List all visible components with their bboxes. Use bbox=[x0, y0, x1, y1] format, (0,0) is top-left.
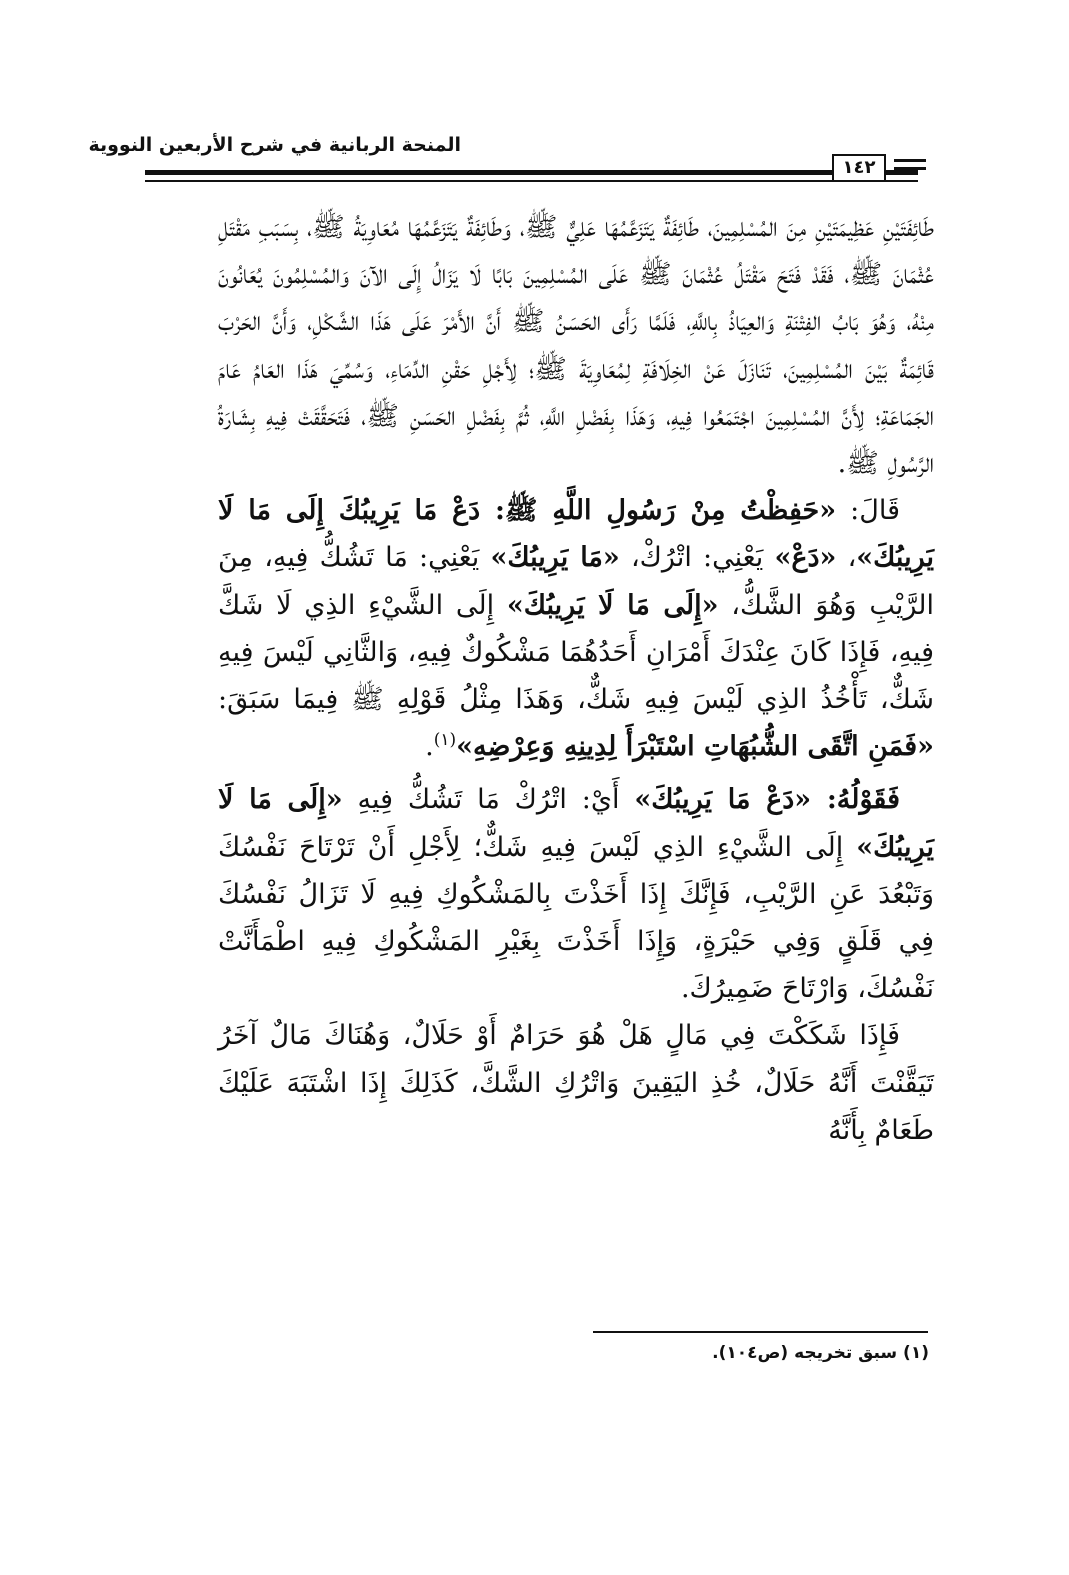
quoted-text: «فَمَنِ اتَّقَى الشُّبُهَاتِ اسْتَبْرَأَ لِدِينِهِ وَعِرْضِهِ» bbox=[456, 731, 934, 763]
text-run: . bbox=[425, 731, 434, 763]
footnote-separator bbox=[593, 1331, 928, 1333]
running-header-title: المنحة الربانية في شرح الأربعين النووية bbox=[88, 134, 461, 156]
text-run: إِلَى الشَّيْءِ الذِي لَا شَكَّ فِيهِ، فَإِذَا كَانَ عِنْدَكَ أَمْرَانِ أَحَدُهُمَا مَشْكُوكٌ فِيهِ، وَالثَّانِي لَيْسَ فِيهِ شَكٌّ، تَأْخُذُ الذِي لَيْسَ فِيهِ شَكٌّ، وَهَذَا مِثْلُ قَوْلِهِ ﷺ فِيمَا سَبَقَ: bbox=[218, 589, 934, 716]
text-run: يَعْنِي: مَا تَشُكُّ فِيهِ، مِنَ الرَّيْبِ وَهُوَ الشَّكُّ، bbox=[218, 542, 934, 621]
footnote: (١) سبق تخريجه (ص١٠٤). bbox=[712, 1343, 929, 1363]
quoted-text: فَقَوْلُهُ: bbox=[811, 784, 901, 816]
footnote-reference: (١) bbox=[433, 730, 457, 751]
text-run: أَيْ: اتْرُكْ مَا تَشُكُّ فِيهِ bbox=[342, 784, 635, 816]
quoted-text: «إِلَى مَا لَا يَرِيبُكَ» bbox=[218, 784, 934, 863]
paragraph-p3 bbox=[218, 776, 934, 1012]
page-number-ornament-line bbox=[894, 167, 926, 170]
text-run: إِلَى الشَّيْءِ الذِي لَيْسَ فِيهِ شَكٌّ؛ لِأَجْلِ أَنْ تَرْتَاحَ نَفْسُكَ وَتَبْعُدَ عَنِ الرَّيْبِ، فَإِنَّكَ إِذَا أَخَذْتَ بِالمَشْكُوكِ فِيهِ لَا تَزَالُ نَفْسُكَ فِي قَلَقٍ وَفِي حَيْرَةٍ، وَإِذَا أَخَذْتَ بِغَيْرِ المَشْكُوكِ فِيهِ اطْمَأَنَّتْ نَفْسُكَ، وَارْتَاحَ ضَمِيرُكَ. bbox=[218, 831, 934, 1005]
text-run: فَإِذَا شَكَكْتَ فِي مَالٍ هَلْ هُوَ حَرَامٌ أَوْ حَلَالٌ، وَهُنَاكَ مَالٌ آخَرُ تَيَقَّنْتَ أَنَّهُ حَلَالٌ، خُذِ اليَقِينَ وَاتْرُكِ الشَّكَّ، كَذَلِكَ إِذَا اشْتَبَهَ عَلَيْكَ طَعَامٌ بِأَنَّهُ bbox=[218, 1020, 934, 1146]
text-run: ، bbox=[836, 542, 857, 574]
quoted-text: «مَا يَرِيبُكَ» bbox=[490, 542, 620, 574]
header-rule-thick bbox=[145, 170, 918, 175]
quoted-text: «حَفِظْتُ مِنْ رَسُولِ اللَّهِ ﷺ: دَعْ مَا يَرِيبُكَ إِلَى مَا لَا يَرِيبُكَ» bbox=[218, 495, 935, 574]
paragraph-p4 bbox=[218, 1012, 934, 1154]
text-run: طَائِفَتَيْنِ عَظِيمَتَيْنِ مِنَ المُسْلِمِينَ، طَائِفَةٌ يَتَزَعَّمُهَا عَلِيٌّ ﷺ، وَطَائِفَةٌ يَتَزَعَّمُهَا مُعَاوِيَةُ ﷺ، بِسَبَبِ مَقْتَلِ عُثْمَانَ ﷺ، فَقَدْ فَتَحَ مَقْتَلُ عُثْمَانَ ﷺ عَلَى المُسْلِمِينَ بَابًا لَا يَزَالُ إِلَى الآنَ وَالمُسْلِمُونَ يُعَانُونَ مِنْهُ، وَهُوَ بَابُ الفِتْنَةِ وَالعِيَاذُ بِاللَّهِ، فَلَمَّا رَأَى الحَسَنُ ﷺ أَنَّ الأَمْرَ عَلَى هَذَا الشَّكْلِ، وَأَنَّ الحَرْبَ قَائِمَةٌ بَيْنَ المُسْلِمِينَ، تَنَازَلَ عَنْ الخِلَافَةِ لِمُعَاوِيَةَ ﷺ؛ لِأَجْلِ حَقْنِ الدِّمَاءِ، وَسُمِّيَ هَذَا العَامُ عَامَ الجَمَاعَةِ؛ لِأَنَّ المُسْلِمِينَ اجْتَمَعُوا فِيهِ، وَهَذَا بِفَضْلِ اللَّهِ، ثُمَّ بِفَضْلِ الحَسَنِ ﷺ، فَتَحَقَّقَتْ فِيهِ بِشَارَةُ الرَّسُولِ ﷺ. bbox=[218, 212, 934, 480]
quoted-text: «إِلَى مَا لَا يَرِيبُكَ» bbox=[506, 589, 719, 621]
paragraph-p2 bbox=[218, 487, 934, 770]
page-number: ١٤٢ bbox=[832, 154, 886, 182]
main-text bbox=[218, 204, 934, 1154]
quoted-text: «دَعْ» bbox=[774, 542, 837, 574]
text-run: يَعْنِي: اتْرُكْ، bbox=[619, 542, 775, 574]
text-run: قَالَ: bbox=[836, 495, 901, 527]
header-rule-thin bbox=[145, 180, 918, 182]
quoted-text: «دَعْ مَا يَرِيبُكَ» bbox=[634, 784, 812, 816]
page-number-ornament-line bbox=[894, 159, 926, 162]
paragraph-p1 bbox=[218, 204, 934, 487]
